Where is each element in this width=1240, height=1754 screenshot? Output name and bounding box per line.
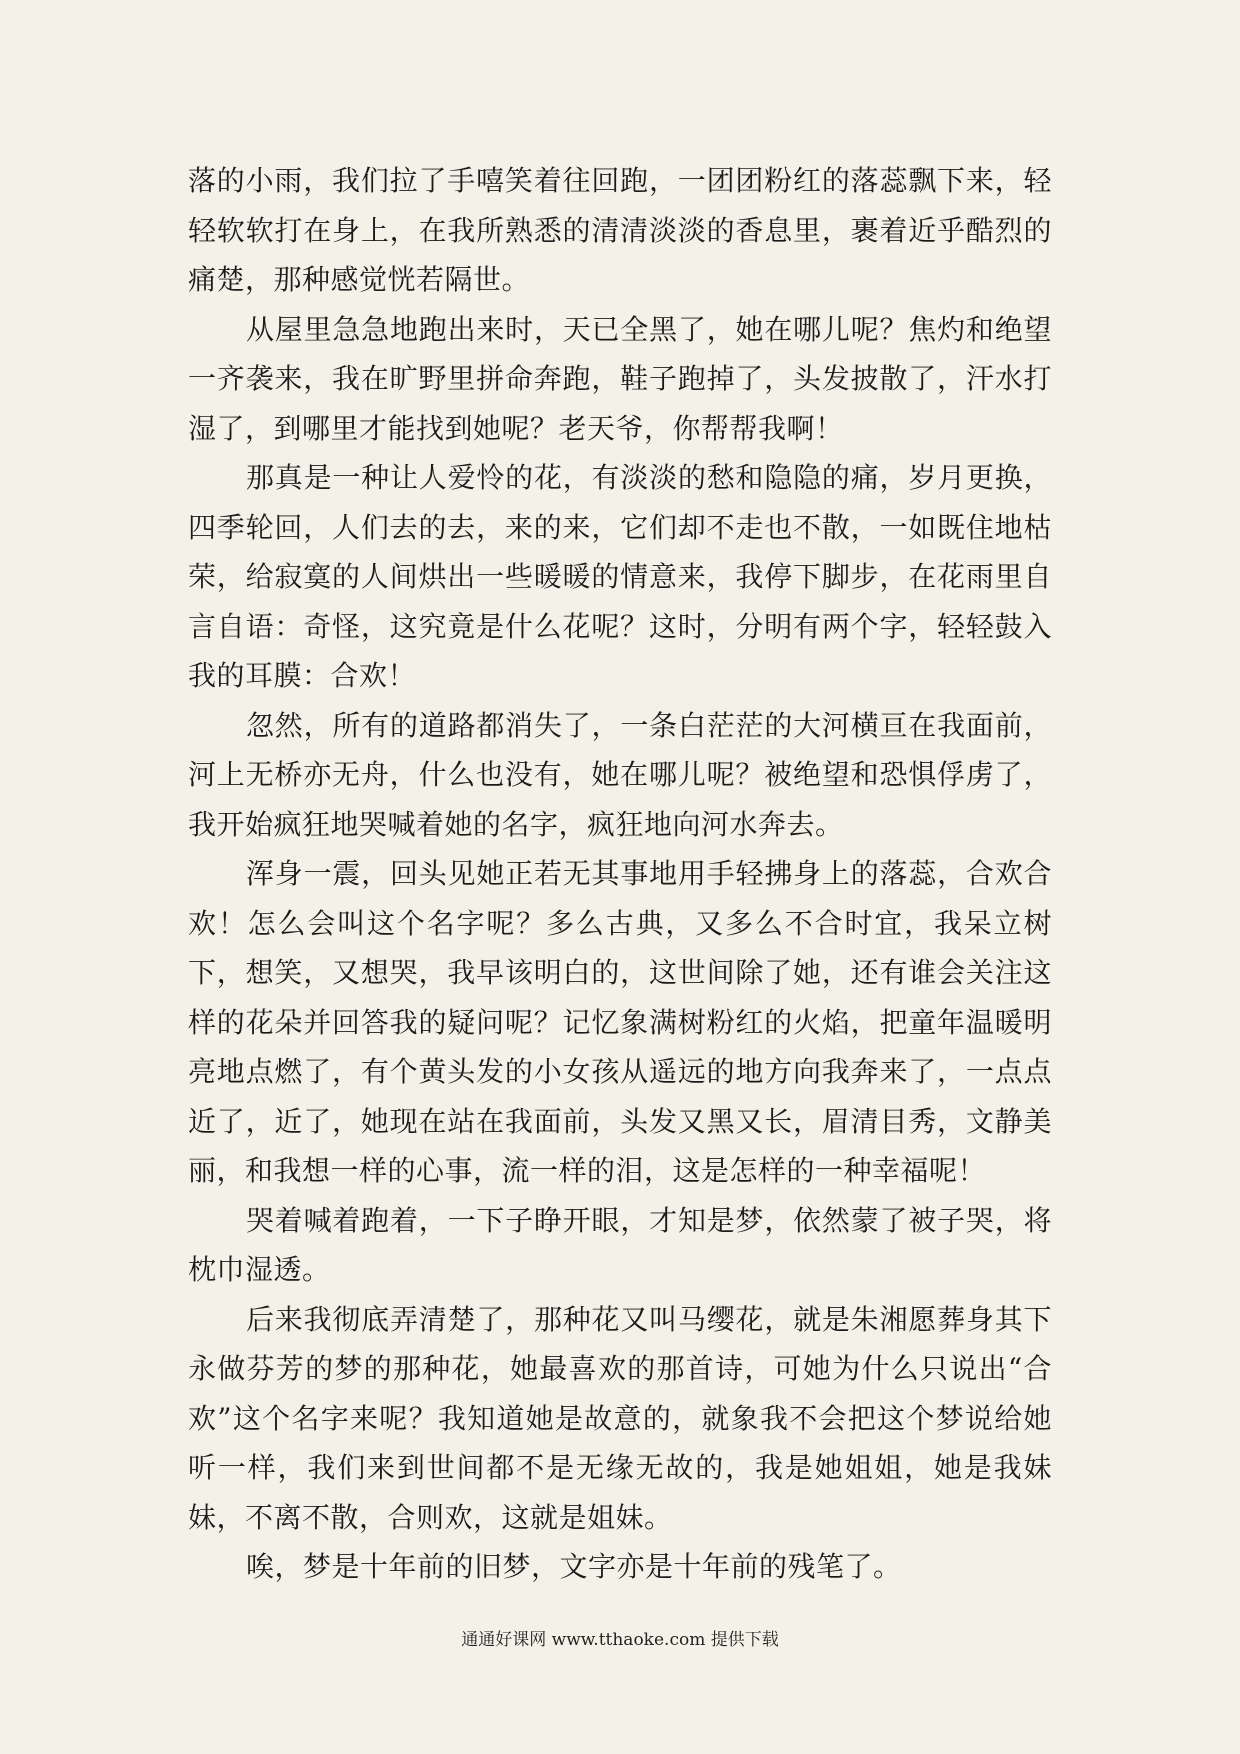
paragraph-3: 那真是一种让人爱怜的花，有淡淡的愁和隐隐的痛，岁月更换，四季轮回，人们去的去，来的来，它们却不走也不散，一如既住地枯荣，给寂寞的人间烘出一些暖暖的情意来，我停下脚步，在花雨里自言自语：奇怪，这究竟是什么花呢？这时，分明有两个字，轻轻鼓入我的耳膜：合欢！	[188, 461, 1052, 692]
paragraph-7: 后来我彻底弄清楚了，那种花又叫马缨花，就是朱湘愿葬身其下永做芬芳的梦的那种花，她最喜欢的那首诗，可她为什么只说出“合欢”这个名字来呢？我知道她是故意的，就象我不会把这个梦说给她听一样，我们来到世间都不是无缘无故的，我是她姐姐，她是我妹妹，不离不散，合则欢，这就是姐妹。	[188, 1302, 1052, 1534]
paragraph-1: 落的小雨，我们拉了手嘻笑着往回跑，一团团粉红的落蕊飘下来，轻轻软软打在身上，在我所熟悉的清清淡淡的香息里，裹着近乎酷烈的痛楚，那种感觉恍若隔世。	[188, 164, 1052, 296]
paragraph-5: 浑身一震，回头见她正若无其事地用手轻拂身上的落蕊，合欢合欢！怎么会叫这个名字呢？多么古典，又多么不合时宜，我呆立树下，想笑，又想哭，我早该明白的，这世间除了她，还有谁会关注这样的花朵并回答我的疑问呢？记忆象满树粉红的火焰，把童年温暖明亮地点燃了，有个黄头发的小女孩从遥远的地方向我奔来了，一点点近了，近了，她现在站在我面前，头发又黑又长，眉清目秀，文静美丽，和我想一样的心事，流一样的泪，这是怎样的一种幸福呢！	[188, 857, 1052, 1187]
page-footer: 通通好课网 www.tthaoke.com 提供下载	[461, 1630, 779, 1650]
paragraph-4: 忽然，所有的道路都消失了，一条白茫茫的大河横亘在我面前，河上无桥亦无舟，什么也没有，她在哪儿呢？被绝望和恐惧俘虏了，我开始疯狂地哭喊着她的名字，疯狂地向河水奔去。	[188, 708, 1052, 841]
paragraph-8: 唉，梦是十年前的旧梦，文字亦是十年前的残笔了。	[246, 1550, 902, 1583]
paragraph-6: 哭着喊着跑着，一下子睁开眼，才知是梦，依然蒙了被子哭，将枕巾湿透。	[188, 1203, 1052, 1286]
document-body	[188, 156, 1052, 1592]
paragraph-2: 从屋里急急地跑出来时，天已全黑了，她在哪儿呢？焦灼和绝望一齐袭来，我在旷野里拼命奔跑，鞋子跑掉了，头发披散了，汗水打湿了，到哪里才能找到她呢？老天爷，你帮帮我啊！	[188, 312, 1052, 445]
